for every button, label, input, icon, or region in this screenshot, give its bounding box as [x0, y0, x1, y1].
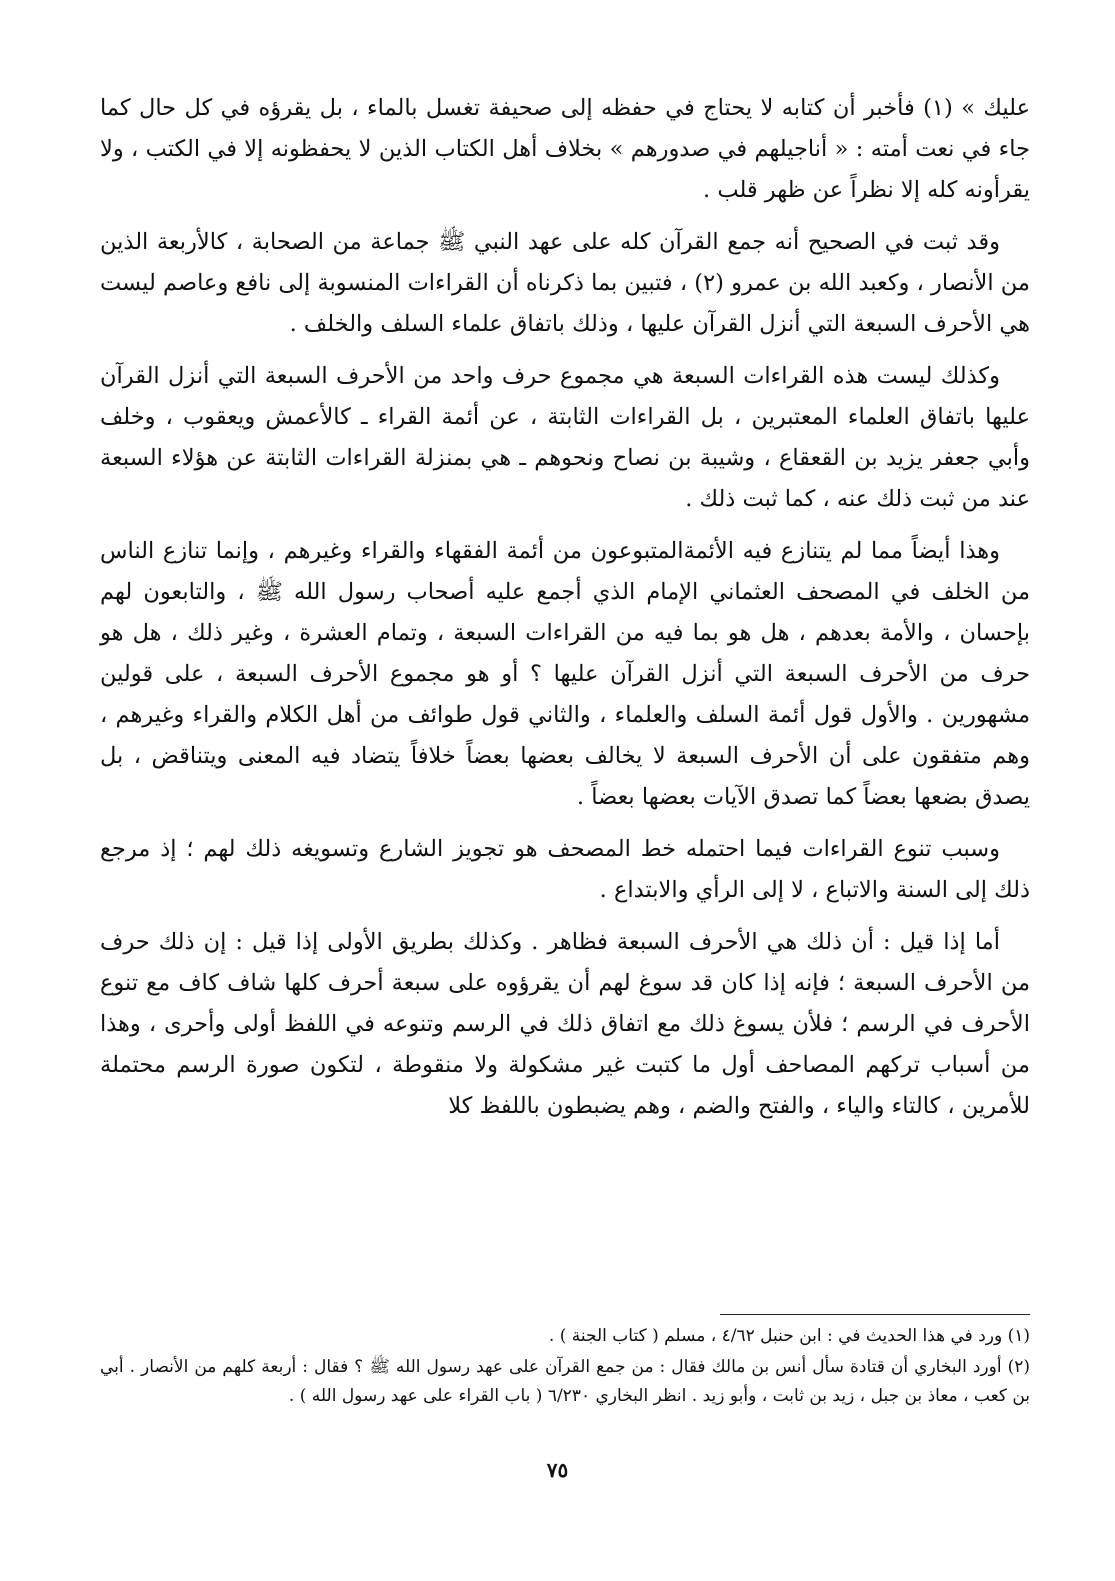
paragraph-5: وسبب تنوع القراءات فيما احتمله خط المصحف هو تجويز الشارع وتسويغه ذلك لهم ؛ إذ مرجع ذلك إلى السنة والاتباع ، لا إلى الرأي والابتداع . — [100, 836, 1030, 903]
footnote-divider — [720, 1314, 1030, 1315]
paragraph-2: وقد ثبت في الصحيح أنه جمع القرآن كله على عهد النبي ﷺ جماعة من الصحابة ، كالأربعة الذين من الأنصار ، وكعبد الله بن عمرو (٢) ، فتبين بما ذكرناه أن القراءات المنسوبة إلى نافع وعاصم ليست هي الأحرف السبعة التي أنزل القرآن عليها ، وذلك باتفاق علماء السلف والخلف . — [100, 229, 1030, 337]
paragraph-3: وكذلك ليست هذه القراءات السبعة هي مجموع حرف واحد من الأحرف السبعة التي أنزل القرآن عليها باتفاق العلماء المعتبرين ، بل القراءات الثابتة ، عن أئمة القراء ـ كالأعمش ويعقوب ، وخلف وأبي جعفر يزيد بن القعقاع ، وشيبة بن نصاح ونحوهم ـ هي بمنزلة القراءات الثابتة عن هؤلاء السبعة عند من ثبت ذلك عنه ، كما ثبت ذلك . — [100, 363, 1030, 512]
footnote-2: (٢) أورد البخاري أن قتادة سأل أنس بن مالك فقال : من جمع القرآن على عهد رسول الله ﷺ ؟ فقال : أربعة كلهم من الأنصار . أبي بن كعب ، معاذ بن جبل ، زيد بن ثابت ، وأبو زيد . انظر البخاري ٦/٢٣٠ ( باب القراء على عهد رسول الله ) . — [100, 1357, 1030, 1406]
paragraph-4: وهذا أيضاً مما لم يتنازع فيه الأئمةالمتبوعون من أئمة الفقهاء والقراء وغيرهم ، وإنما تنازع الناس من الخلف في المصحف العثماني الإمام الذي أجمع عليه أصحاب رسول الله ﷺ ، والتابعون لهم بإحسان ، والأمة بعدهم ، هل هو بما فيه من القراءات السبعة ، وتمام العشرة ، وغير ذلك ، هل هو حرف من الأحرف السبعة التي أنزل القرآن عليها ؟ أو هو مجموع الأحرف السبعة ، على قولين مشهورين . والأول قول أئمة السلف والعلماء ، والثاني قول طوائف من أهل الكلام والقراء وغيرهم ، وهم متفقون على أن الأحرف السبعة لا يخالف بعضها بعضاً خلافاً يتضاد فيه المعنى ويتناقض ، بل يصدق بضعها بعضاً كما تصدق الآيات بعضها بعضاً . — [100, 538, 1030, 810]
footnotes — [100, 1322, 1030, 1413]
paragraph-1: عليك » (١) فأخبر أن كتابه لا يحتاج في حفظه إلى صحيفة تغسل بالماء ، بل يقرؤه في كل حال كما جاء في نعت أمته : « أناجيلهم في صدورهم » بخلاف أهل الكتاب الذين لا يحفظونه إلا في الكتب ، ولا يقرأونه كله إلا نظراً عن ظهر قلب . — [100, 95, 1030, 203]
main-text — [100, 88, 1030, 1138]
footnote-1: (١) ورد في هذا الحديث في : ابن حنبل ٤/٦٢ ، مسلم ( كتاب الجنة ) . — [548, 1326, 1030, 1346]
page-number: ٧٥ — [546, 1458, 569, 1482]
paragraph-6: أما إذا قيل : أن ذلك هي الأحرف السبعة فظاهر . وكذلك بطريق الأولى إذا قيل : إن ذلك حرف من الأحرف السبعة ؛ فإنه إذا كان قد سوغ لهم أن يقرؤوه على سبعة أحرف كلها شاف كاف مع تنوع الأحرف في الرسم ؛ فلأن يسوغ ذلك مع اتفاق ذلك في الرسم وتنوعه في اللفظ أولى وأحرى ، وهذا من أسباب تركهم المصاحف أول ما كتبت غير مشكولة ولا منقوطة ، لتكون صورة الرسم محتملة للأمرين ، كالتاء والياء ، والفتح والضم ، وهم يضبطون باللفظ كلا — [100, 929, 1030, 1119]
